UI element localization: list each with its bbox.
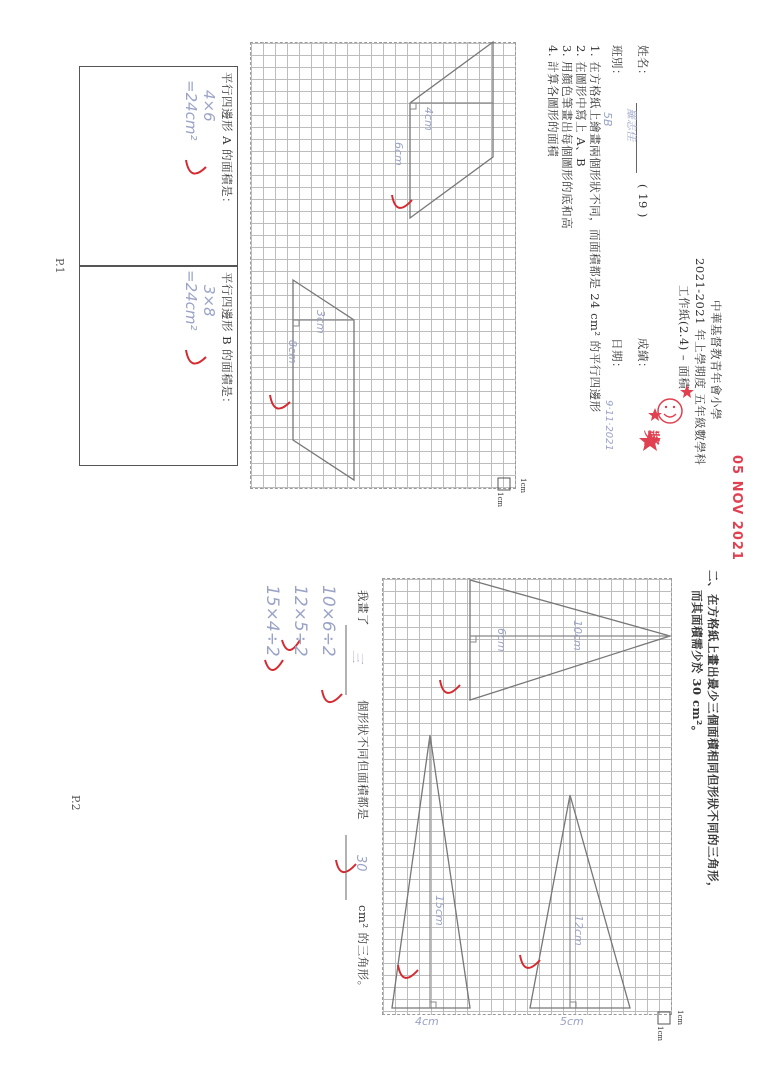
svg-text:獎: 獎 xyxy=(642,430,661,447)
answer-b-work: 3×8 xyxy=(200,285,218,317)
answer-a-result: =24cm² xyxy=(182,80,200,141)
summary-prefix: 我畫了 xyxy=(356,590,370,626)
triangle1-height-label: 10cm xyxy=(571,620,584,651)
class-label: 班別： xyxy=(610,45,624,81)
part2-question-line1: 二、在方格紙上畫出最少三個面積相同但形狀不同的三角形， xyxy=(706,570,720,894)
date-value: 9·11·2021 xyxy=(603,400,614,451)
score-label: 成績： xyxy=(636,338,650,374)
instruction-3: 3. 用顏色筆畫出每個圖形的底和高 xyxy=(560,45,574,230)
scale-label-1b: 1cm xyxy=(496,492,504,508)
triangle3-height-label: 15cm xyxy=(433,895,446,926)
name-value: 羅志佳 xyxy=(625,108,638,141)
shape-a-base-label: 6cm xyxy=(392,142,405,166)
worksheet-title: 工作紙(2.4) – 面積 xyxy=(677,285,691,390)
instruction-2: 2. 在圖形中寫上 A、B xyxy=(574,45,588,168)
answer-b-label: 平行四邊形 B 的面積是： xyxy=(220,272,234,410)
work-line-3: 15×4÷2 xyxy=(262,585,282,657)
student-number: ( 19 ) xyxy=(636,184,650,218)
summary-suffix: cm² 的三角形。 xyxy=(356,905,370,993)
date-label: 日期： xyxy=(610,338,624,374)
work-line-1: 10×6÷2 xyxy=(318,585,338,657)
scale-label-2a: 1cm xyxy=(676,1010,684,1026)
triangle2-height-label: 12cm xyxy=(572,915,585,946)
answer-b-result: =24cm² xyxy=(182,270,200,331)
shape-b-base-label: 8cm xyxy=(286,340,299,364)
name-label: 姓名： xyxy=(636,45,650,81)
worksheet-subtitle: 2021-2021 年上學期度 五年級數學科 xyxy=(693,258,707,466)
summary-count: 三 xyxy=(349,650,364,664)
class-value: 5B xyxy=(601,112,614,127)
summary-area: 30 xyxy=(353,855,368,872)
answer-a-work: 4×6 xyxy=(200,90,218,122)
triangle2-base-label: 5cm xyxy=(560,1015,584,1028)
shape-a-height-label: 4cm xyxy=(422,107,435,131)
shape-b-height-label: 3cm xyxy=(314,310,327,334)
answer-a-label: 平行四邊形 A 的面積是： xyxy=(220,72,234,210)
part2-question-line2: 而其面積需少於 30 cm²。 xyxy=(690,590,704,738)
triangle3-base-label: 4cm xyxy=(415,1015,439,1028)
page-label-2: P.2 xyxy=(69,795,82,811)
scale-label-2b: 1cm xyxy=(656,1026,664,1042)
instruction-1: 1. 在方格紙上繪畫兩個形狀不同，而面積都是 24 cm² 的平行四邊形 xyxy=(588,45,602,413)
school-name: 中華基督教青年會小學 xyxy=(709,300,723,420)
summary-middle: 個形狀不同但面積都是 xyxy=(356,700,370,820)
page-label-1: P.1 xyxy=(53,258,66,274)
instruction-4: 4. 計算各圖形的面積 xyxy=(546,45,560,158)
triangle1-base-label: 6cm xyxy=(495,628,508,652)
scale-label-1a: 1cm xyxy=(519,478,527,494)
work-line-2: 12×5÷2 xyxy=(290,585,310,657)
date-stamp: 05 NOV 2021 xyxy=(729,455,744,561)
